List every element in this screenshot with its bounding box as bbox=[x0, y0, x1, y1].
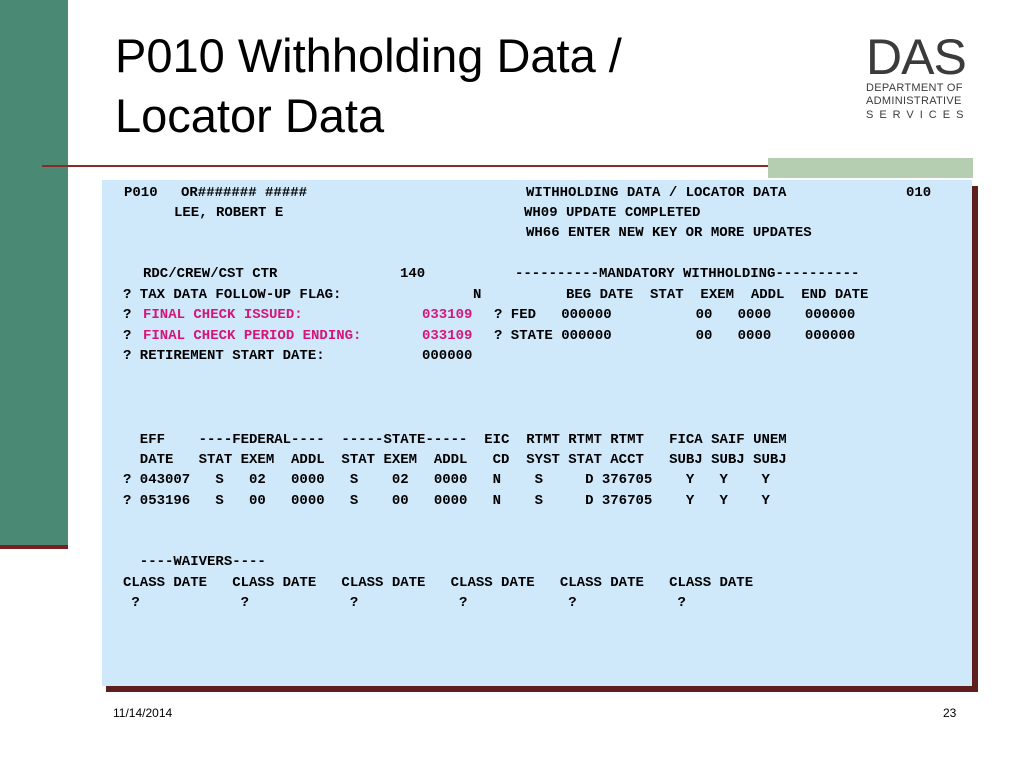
state-withholding-row[interactable]: ? STATE 000000 00 0000 000000 bbox=[494, 328, 856, 344]
mandatory-withholding-header: ----------MANDATORY WITHHOLDING---------- bbox=[515, 266, 860, 282]
das-logo-line1: DEPARTMENT OF bbox=[866, 82, 963, 94]
final-period-prefix[interactable]: ? bbox=[123, 328, 140, 344]
footer-date: 11/14/2014 bbox=[113, 706, 173, 720]
slide-title-line2: Locator Data bbox=[115, 89, 385, 142]
side-accent-edge bbox=[0, 545, 68, 549]
side-accent-bar bbox=[0, 0, 68, 545]
withholding-table-header-1: EFF ----FEDERAL---- -----STATE----- EIC RTMT RTMT RTMT FICA SAIF UNEM bbox=[123, 432, 787, 448]
federal-withholding-row[interactable]: ? FED 000000 00 0000 000000 bbox=[494, 307, 856, 323]
tax-followup-value[interactable]: N bbox=[473, 287, 482, 303]
das-logo-line2: ADMINISTRATIVE bbox=[866, 95, 962, 107]
final-period-label: FINAL CHECK PERIOD ENDING: bbox=[143, 328, 362, 344]
waivers-header: ----WAIVERS---- bbox=[123, 554, 266, 570]
waivers-inputs[interactable]: ? ? ? ? ? ? bbox=[123, 595, 686, 611]
accent-block bbox=[768, 158, 973, 178]
withholding-column-headers: BEG DATE STAT EXEM ADDL END DATE bbox=[566, 287, 869, 303]
status-message-1: WH09 UPDATE COMPLETED bbox=[524, 205, 701, 221]
waivers-columns: CLASS DATE CLASS DATE CLASS DATE CLASS DATE CLASS DATE CLASS DATE bbox=[123, 575, 754, 591]
final-check-value[interactable]: 033109 bbox=[422, 307, 473, 323]
final-period-value[interactable]: 033109 bbox=[422, 328, 473, 344]
status-message-2: WH66 ENTER NEW KEY OR MORE UPDATES bbox=[526, 225, 812, 241]
withholding-table-row[interactable]: ? 053196 S 00 0000 S 00 0000 N S D 376705 Y Y Y bbox=[123, 493, 770, 509]
rdc-value[interactable]: 140 bbox=[400, 266, 426, 282]
das-logo-acronym: DAS bbox=[866, 29, 966, 85]
tax-followup-label[interactable]: ? TAX DATA FOLLOW-UP FLAG: bbox=[123, 287, 342, 303]
slide-title bbox=[115, 26, 775, 146]
withholding-table-header-2: DATE STAT EXEM ADDL STAT EXEM ADDL CD SYST STAT ACCT SUBJ SUBJ SUBJ bbox=[123, 452, 787, 468]
slide-number: 23 bbox=[943, 706, 957, 720]
screen-title: WITHHOLDING DATA / LOCATOR DATA bbox=[526, 185, 787, 201]
record-key[interactable]: OR####### ##### bbox=[181, 185, 308, 201]
retirement-start-value[interactable]: 000000 bbox=[422, 348, 473, 364]
screen-code: 010 bbox=[906, 185, 932, 201]
rdc-label: RDC/CREW/CST CTR bbox=[143, 266, 278, 282]
final-check-label: FINAL CHECK ISSUED: bbox=[143, 307, 303, 323]
retirement-start-label[interactable]: ? RETIREMENT START DATE: bbox=[123, 348, 325, 364]
final-check-prefix[interactable]: ? bbox=[123, 307, 140, 323]
terminal-screen bbox=[102, 180, 972, 686]
withholding-table-row[interactable]: ? 043007 S 02 0000 S 02 0000 N S D 376705 Y Y Y bbox=[123, 472, 770, 488]
das-logo-line3: SERVICES bbox=[866, 109, 970, 121]
employee-name: LEE, ROBERT E bbox=[174, 205, 284, 221]
screen-id: P010 bbox=[124, 185, 158, 201]
slide-title-line1: P010 Withholding Data / bbox=[115, 29, 622, 82]
das-logo bbox=[866, 29, 976, 127]
